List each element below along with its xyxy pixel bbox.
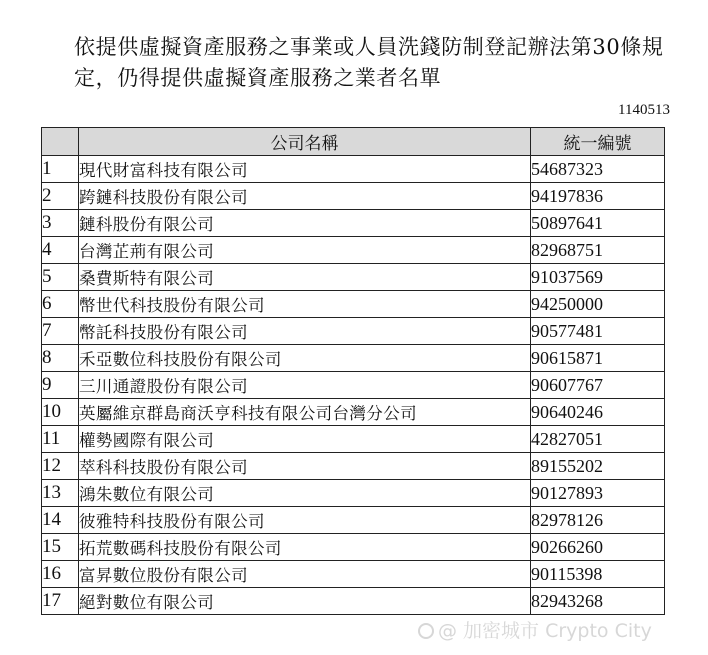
row-index: 9: [42, 372, 79, 399]
header-index: [42, 128, 79, 156]
company-name: 富昇數位股份有限公司: [79, 561, 531, 588]
company-name: 台灣芷荊有限公司: [79, 237, 531, 264]
row-index: 16: [42, 561, 79, 588]
unified-business-number: 90127893: [531, 480, 665, 507]
company-name: 鏈科股份有限公司: [79, 210, 531, 237]
row-index: 10: [42, 399, 79, 426]
unified-business-number: 50897641: [531, 210, 665, 237]
watermark: [418, 616, 652, 643]
unified-business-number: 90615871: [531, 345, 665, 372]
unified-business-number: 90115398: [531, 561, 665, 588]
row-index: 15: [42, 534, 79, 561]
row-index: 8: [42, 345, 79, 372]
watermark-text: @ 加密城市 Crypto City: [438, 620, 652, 642]
company-name: 禾亞數位科技股份有限公司: [79, 345, 531, 372]
company-name: 跨鏈科技股份有限公司: [79, 183, 531, 210]
table-row: [42, 588, 665, 615]
table-row: [42, 453, 665, 480]
document-number: 1140513: [618, 102, 670, 118]
table-row: [42, 345, 665, 372]
unified-business-number: 90607767: [531, 372, 665, 399]
table-header-row: [42, 128, 665, 156]
row-index: 12: [42, 453, 79, 480]
row-index: 7: [42, 318, 79, 345]
company-name: 桑費斯特有限公司: [79, 264, 531, 291]
table-row: [42, 183, 665, 210]
unified-business-number: 90577481: [531, 318, 665, 345]
unified-business-number: 94197836: [531, 183, 665, 210]
header-unified-number: 統一編號: [531, 128, 665, 156]
company-name: 萃科科技股份有限公司: [79, 453, 531, 480]
unified-business-number: 54687323: [531, 156, 665, 183]
unified-business-number: 82968751: [531, 237, 665, 264]
company-name: 絕對數位有限公司: [79, 588, 531, 615]
wechat-channel-icon: [418, 623, 434, 639]
company-name: 三川通證股份有限公司: [79, 372, 531, 399]
row-index: 11: [42, 426, 79, 453]
company-name: 鴻朱數位有限公司: [79, 480, 531, 507]
unified-business-number: 90266260: [531, 534, 665, 561]
table-row: [42, 156, 665, 183]
table-row: [42, 237, 665, 264]
company-name: 彼雅特科技股份有限公司: [79, 507, 531, 534]
table-row: [42, 291, 665, 318]
company-name: 英屬維京群島商沃亨科技有限公司台灣分公司: [79, 399, 531, 426]
unified-business-number: 82978126: [531, 507, 665, 534]
table-row: [42, 372, 665, 399]
row-index: 13: [42, 480, 79, 507]
table-row: [42, 534, 665, 561]
company-name: 幣世代科技股份有限公司: [79, 291, 531, 318]
table-row: [42, 426, 665, 453]
unified-business-number: 90640246: [531, 399, 665, 426]
unified-business-number: 82943268: [531, 588, 665, 615]
header-company-name: 公司名稱: [79, 128, 531, 156]
row-index: 5: [42, 264, 79, 291]
row-index: 1: [42, 156, 79, 183]
unified-business-number: 42827051: [531, 426, 665, 453]
company-name: 拓荒數碼科技股份有限公司: [79, 534, 531, 561]
row-index: 14: [42, 507, 79, 534]
unified-business-number: 94250000: [531, 291, 665, 318]
company-table: [41, 127, 665, 615]
table-row: [42, 264, 665, 291]
table-row: [42, 561, 665, 588]
unified-business-number: 91037569: [531, 264, 665, 291]
table-row: [42, 399, 665, 426]
table-row: [42, 507, 665, 534]
row-index: 4: [42, 237, 79, 264]
company-name: 現代財富科技有限公司: [79, 156, 531, 183]
company-name: 幣託科技股份有限公司: [79, 318, 531, 345]
row-index: 3: [42, 210, 79, 237]
row-index: 2: [42, 183, 79, 210]
unified-business-number: 89155202: [531, 453, 665, 480]
row-index: 17: [42, 588, 79, 615]
row-index: 6: [42, 291, 79, 318]
document-title: 依提供虛擬資產服務之事業或人員洗錢防制登記辦法第30條規定，仍得提供虛擬資產服務之業者名單: [74, 35, 664, 90]
table-row: [42, 210, 665, 237]
table-row: [42, 480, 665, 507]
table-row: [42, 318, 665, 345]
company-name: 權勢國際有限公司: [79, 426, 531, 453]
